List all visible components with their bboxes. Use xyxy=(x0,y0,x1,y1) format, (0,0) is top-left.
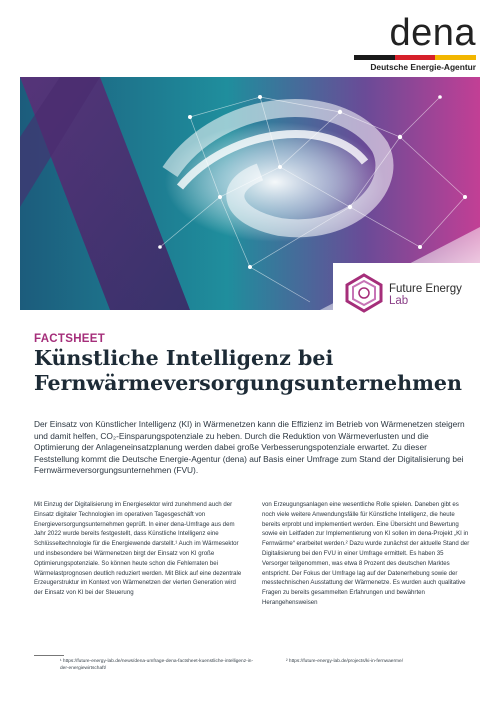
future-energy-lab-badge xyxy=(333,263,480,328)
footnote-2: ² https://future-energy-lab.de/projects/ki-in-fernwaerme/ xyxy=(286,659,404,664)
brand-line-1: Future Energy xyxy=(389,283,462,295)
document-kicker: FACTSHEET xyxy=(34,333,106,345)
logo-tagline: Deutsche Energie-Agentur xyxy=(370,62,476,72)
lead-paragraph: Der Einsatz von Künstlicher Intelligenz (KI) in Wärmenetzen kann die Effizienz im Betrieb von Wärmenetzen steigern und damit helfen, CO₂-Einsparungspotenziale zu heben. Durch die Reduktion von Wärmeverlusten und die Optimierung der Anlageneinsatzplanung werden dabei große Verbesserungspotenziale erwartet. Zu dieser Feststellung kommt die Deutsche Energie-Agentur (dena) auf Basis einer Umfrage zum Stand der Digitalisierung bei Fernwärmeversorgungsunternehmen (FVU). xyxy=(34,419,465,475)
logo-bar-gold xyxy=(435,55,476,60)
document-title: Künstliche Intelligenz bei Fernwärmeversorgungsunternehmen xyxy=(34,346,462,395)
footnote-divider xyxy=(34,655,64,656)
footnote-1: ¹ https://future-energy-lab.de/news/dena-umfrage-dena-factsheet-kuenstliche-intelligenz-in-der-energiewirtschaft/ xyxy=(60,659,254,671)
logo-bar-red xyxy=(395,55,436,60)
dena-wordmark: dena xyxy=(389,12,476,54)
logo-bar-black xyxy=(354,55,395,60)
body-column-right: von Erzeugungsanlagen eine wesentliche Rolle spielen. Daneben gibt es noch viele weitere Anwendungsfälle für Künstliche Intelligenz, die heute bereits erprobt und implementiert werden. Eine Übersicht und Bewertung sowie ein Leitfaden zur Implementierung von KI sollen im dena-Projekt „KI in Fernwärme“ erarbeitet werden.² Dazu wurde zunächst der aktuelle Stand der Digitalisierung bei den FVU in einer Umfrage ermittelt. Es haben 35 Versorger teilgenommen, was etwa 8 Prozent des deutschen Marktes entspricht. Der Fokus der Umfrage lag auf der Datenerhebung sowie der messtechnischen Ausstattung der Wärmenetze. Es wurden auch qualitative Fragen zu bereits gesammelten Erfahrungen und bewährten Herangehensweisen xyxy=(262,501,470,606)
future-energy-lab-icon xyxy=(343,273,385,313)
logo-color-bar xyxy=(354,55,476,60)
dena-logo xyxy=(354,14,476,72)
body-column-left: Mit Einzug der Digitalisierung im Energiesektor wird zunehmend auch der Einsatz digitaler Technologien im operativen Tagesgeschäft von Energieversorgungsunternehmen geprüft. In einer dena-Umfrage aus dem Jahr 2022 wurde bereits festgestellt, dass Künstliche Intelligenz eine Schlüsseltechnologie für die Energiewende darstellt.¹ Auch im Wärmesektor und insbesondere bei Wärmenetzen birgt der Einsatz von KI große Optimierungspotenziale. So können heute schon die Fehlerraten bei Wärmelastprognosen deutlich reduziert werden. Mit Blick auf eine dezentrale Erzeugerstruktur im Kontext von Wärmenetzen der vierten Generation wird der Einsatz von KI bei der Steuerung xyxy=(34,501,242,597)
brand-line-2: Lab xyxy=(389,295,409,307)
